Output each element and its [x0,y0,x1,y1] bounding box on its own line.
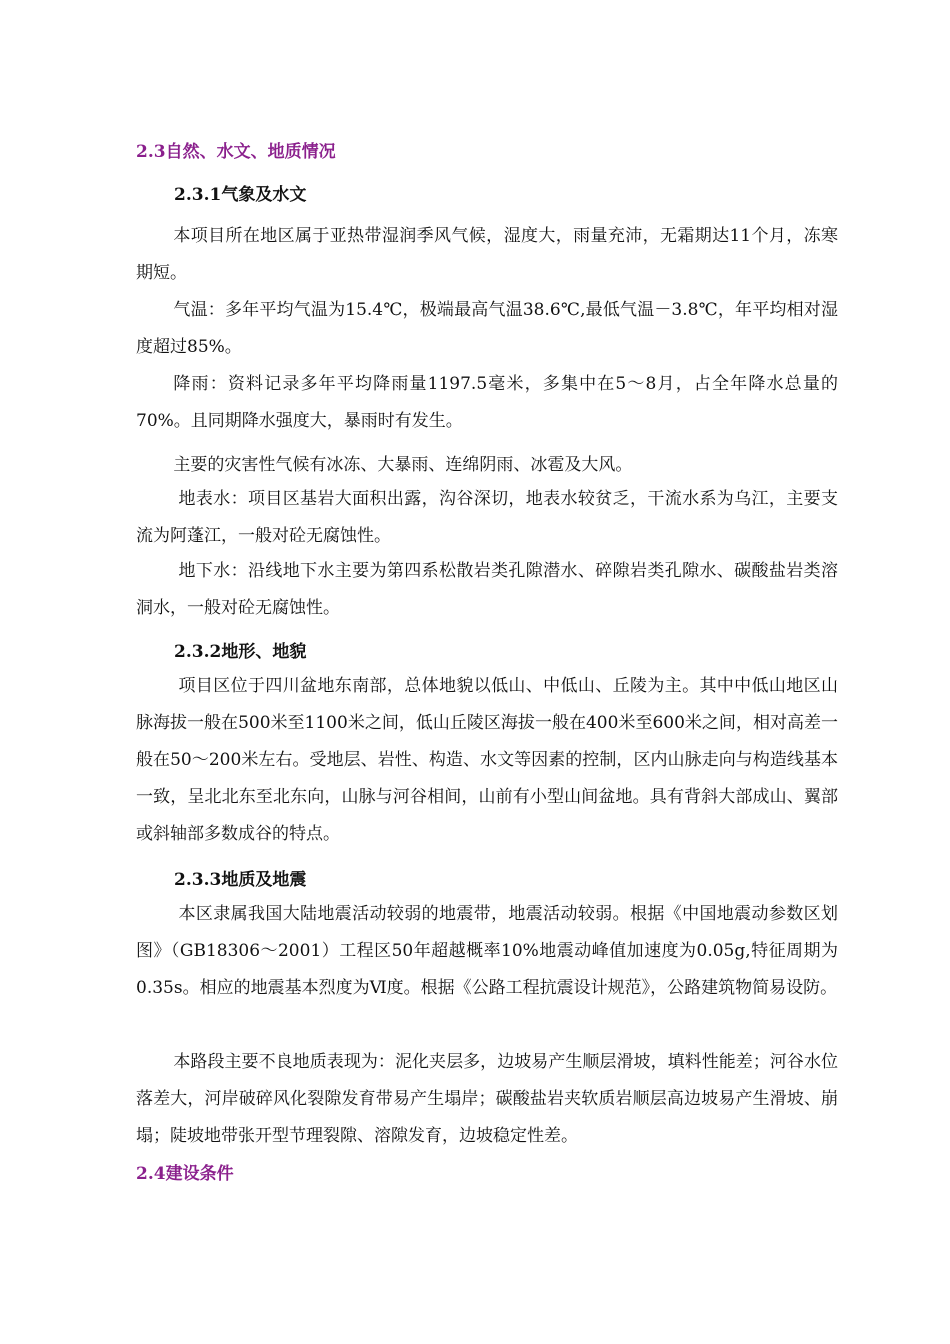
section-heading-2-3: 2.3自然、水文、地质情况 [136,142,336,162]
paragraph-adverse-geology: 本路段主要不良地质表现为：泥化夹层多，边坡易产生顺层滑坡，填料性能差；河谷水位落差大，河岸破碎风化裂隙发育带易产生塌岸；碳酸盐岩夹软质岩顺层高边坡易产生滑坡、崩塌；陡坡地带张开型节理裂隙、溶隙发育，边坡稳定性差。 [136,1052,838,1146]
paragraph-rainfall: 降雨：资料记录多年平均降雨量1197.5毫米，多集中在5～8月，占全年降水总量的70%。且同期降水强度大，暴雨时有发生。 [136,374,838,431]
subsection-heading-2-3-3: 2.3.3地质及地震 [174,870,307,890]
paragraph-topography: 项目区位于四川盆地东南部，总体地貌以低山、中低山、丘陵为主。其中中低山地区山脉海拔一般在500米至1100米之间，低山丘陵区海拔一般在400米至600米之间，相对高差一般在50～200米左右。受地层、岩性、构造、水文等因素的控制，区内山脉走向与构造线基本一致，呈北北东至北东向，山脉与河谷相间，山前有小型山间盆地。具有背斜大部成山、翼部或斜轴部多数成谷的特点。 [136,676,838,844]
subsection-heading-2-3-2: 2.3.2地形、地貌 [174,642,307,662]
paragraph-climate: 本项目所在地区属于亚热带湿润季风气候，湿度大，雨量充沛，无霜期达11个月，冻寒期短。 [136,226,838,283]
subsection-heading-2-3-1: 2.3.1气象及水文 [174,185,307,205]
paragraph-temperature: 气温：多年平均气温为15.4℃，极端最高气温38.6℃,最低气温－3.8℃，年平均相对湿度超过85%。 [136,300,838,357]
paragraph-seismic: 本区隶属我国大陆地震活动较弱的地震带，地震活动较弱。根据《中国地震动参数区划图》（GB18306～2001）工程区50年超越概率10%地震动峰值加速度为0.05g,特征周期为0.35s。相应的地震基本烈度为Ⅵ度。根据《公路工程抗震设计规范》，公路建筑物简易设防。 [136,904,838,998]
section-heading-2-4: 2.4建设条件 [136,1164,234,1184]
paragraph-disasters: 主要的灾害性气候有冰冻、大暴雨、连绵阴雨、冰雹及大风。 [173,455,633,475]
paragraph-groundwater: 地下水：沿线地下水主要为第四系松散岩类孔隙潜水、碎隙岩类孔隙水、碳酸盐岩类溶洞水，一般对砼无腐蚀性。 [136,561,838,618]
paragraph-surface-water: 地表水：项目区基岩大面积出露，沟谷深切，地表水较贫乏，干流水系为乌江，主要支流为阿蓬江，一般对砼无腐蚀性。 [136,489,838,546]
